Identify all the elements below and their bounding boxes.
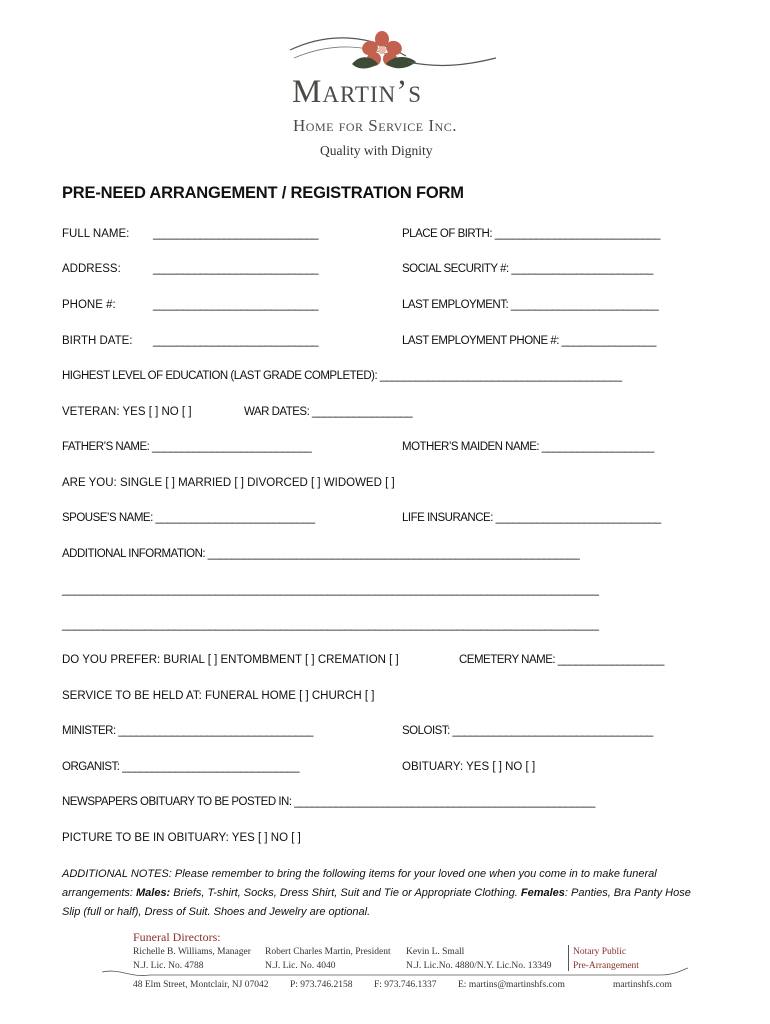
footer-swash xyxy=(100,966,690,980)
footer-fax: F: 973.746.1337 xyxy=(374,980,437,990)
notary-public-label: Notary Public xyxy=(573,947,627,957)
phone-field[interactable]: ____________________________ xyxy=(153,299,319,311)
director-1-license: N.J. Lic. No. 4788 xyxy=(133,961,204,971)
notes-intro: ADDITIONAL NOTES: Please remember to bring the following items for your loved one when you come in to make funeral arrangements: xyxy=(62,868,657,899)
brand-name: Martin’s xyxy=(292,74,423,110)
mothers-maiden-name-field[interactable]: MOTHER’S MAIDEN NAME: ___________________ xyxy=(402,441,654,453)
footer-phone: P: 973.746.2158 xyxy=(290,980,353,990)
life-insurance-field[interactable]: LIFE INSURANCE: ____________________________ xyxy=(402,512,661,524)
logo-swash-bottom xyxy=(408,58,496,65)
director-1-name: Richelle B. Williams, Manager xyxy=(133,947,251,957)
additional-information-line-3[interactable]: ___________________________________________________________________________________________ xyxy=(62,619,599,631)
director-3-name: Kevin L. Small xyxy=(406,947,465,957)
funeral-directors-heading: Funeral Directors: xyxy=(133,930,221,944)
cemetery-name-field[interactable]: CEMETERY NAME: __________________ xyxy=(459,654,664,666)
minister-field[interactable]: MINISTER: _________________________________ xyxy=(62,725,313,737)
service-location-checkboxes[interactable]: SERVICE TO BE HELD AT: FUNERAL HOME [ ] CHURCH [ ] xyxy=(62,690,375,702)
females-label: Females xyxy=(520,887,565,899)
address-field[interactable]: ____________________________ xyxy=(153,263,319,275)
address-label: ADDRESS: xyxy=(62,263,121,275)
brand-subtitle: Home for Service Inc. xyxy=(293,116,457,135)
organist-field[interactable]: ORGANIST: ______________________________ xyxy=(62,761,300,773)
full-name-label: FULL NAME: xyxy=(62,228,130,240)
footer-address: 48 Elm Street, Montclair, NJ 07042 xyxy=(133,980,269,990)
spouses-name-field[interactable]: SPOUSE’S NAME: ___________________________ xyxy=(62,512,315,524)
additional-information-field[interactable]: ADDITIONAL INFORMATION: _______________________________________________________________ xyxy=(62,548,580,560)
footer-website-link[interactable]: martinshfs.com xyxy=(613,980,672,990)
letterhead-footer xyxy=(130,930,685,995)
director-3-license: N.J. Lic.No. 4880/N.Y. Lic.No. 13349 xyxy=(406,961,552,971)
phone-label: PHONE #: xyxy=(62,299,116,311)
brand-tagline: Quality with Dignity xyxy=(320,143,433,158)
soloist-field[interactable]: SOLOIST: __________________________________ xyxy=(402,725,653,737)
form-title: PRE-NEED ARRANGEMENT / REGISTRATION FORM xyxy=(62,184,464,202)
war-dates-field[interactable]: WAR DATES: _________________ xyxy=(244,406,413,418)
social-security-field[interactable]: SOCIAL SECURITY #: ________________________ xyxy=(402,263,653,275)
last-employment-phone-field[interactable]: LAST EMPLOYMENT PHONE #: ________________ xyxy=(402,335,656,347)
obituary-checkboxes[interactable]: OBITUARY: YES [ ] NO [ ] xyxy=(402,761,536,773)
veteran-checkboxes[interactable]: VETERAN: YES [ ] NO [ ] xyxy=(62,406,192,418)
newspapers-obituary-field[interactable]: NEWSPAPERS OBITUARY TO BE POSTED IN: ___________________________________________________ xyxy=(62,796,595,808)
additional-information-line-2[interactable]: ___________________________________________________________________________________________ xyxy=(62,584,599,596)
additional-notes xyxy=(62,865,702,922)
director-2-license: N.J. Lic. No. 4040 xyxy=(265,961,336,971)
males-label: Males: xyxy=(135,887,171,899)
males-text: Briefs, T-shirt, Socks, Dress Shirt, Suit and Tie or Appropriate Clothing. xyxy=(170,887,521,899)
birth-date-label: BIRTH DATE: xyxy=(62,335,133,347)
marital-status-checkboxes[interactable]: ARE YOU: SINGLE [ ] MARRIED [ ] DIVORCED [ ] WIDOWED [ ] xyxy=(62,477,395,489)
last-employment-field[interactable]: LAST EMPLOYMENT: _________________________ xyxy=(402,299,659,311)
disposition-preference-checkboxes[interactable]: DO YOU PREFER: BURIAL [ ] ENTOMBMENT [ ] CREMATION [ ] xyxy=(62,654,399,666)
fathers-name-field[interactable]: FATHER’S NAME: ___________________________ xyxy=(62,441,312,453)
education-field[interactable]: HIGHEST LEVEL OF EDUCATION (LAST GRADE COMPLETED): _________________________________________ xyxy=(62,370,622,382)
picture-in-obituary-checkboxes[interactable]: PICTURE TO BE IN OBITUARY: YES [ ] NO [ ] xyxy=(62,832,301,844)
footer-email-link[interactable]: E: martins@martinshfs.com xyxy=(458,980,565,990)
director-2-name: Robert Charles Martin, President xyxy=(265,947,391,957)
hibiscus-flower-icon xyxy=(352,31,416,69)
full-name-field[interactable]: ____________________________ xyxy=(153,228,319,240)
females-text: : Panties, Bra Panty Hose Slip (full or half), Dress of Suit. Shoes and Jewelry are optional. xyxy=(62,887,691,918)
birth-date-field[interactable]: ____________________________ xyxy=(153,335,319,347)
pre-arrangement-label: Pre-Arrangement xyxy=(573,961,639,971)
place-of-birth-field[interactable]: PLACE OF BIRTH: ____________________________ xyxy=(402,228,660,240)
